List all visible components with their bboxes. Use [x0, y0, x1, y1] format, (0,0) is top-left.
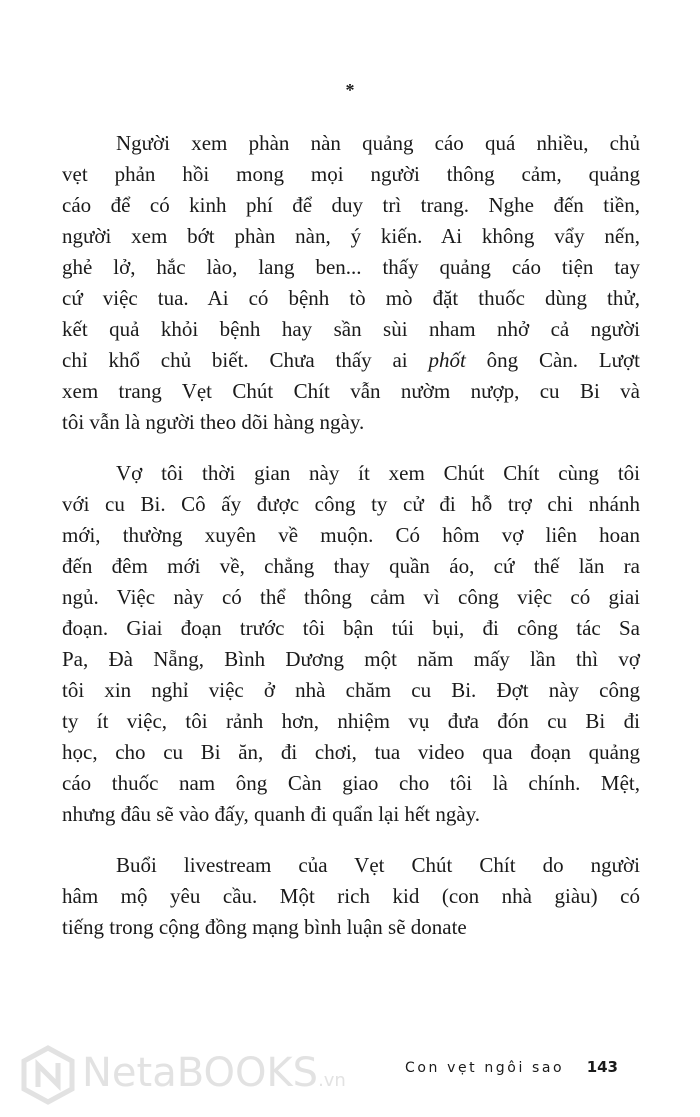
text-line: [62, 799, 640, 830]
text-line: [62, 489, 640, 520]
text-line-content: tôi vẫn là người theo dõi hàng ngày.: [62, 410, 365, 434]
text-line: [62, 644, 640, 675]
text-line-content: kết quả khỏi bệnh hay sần sùi nham nhở cả người: [62, 317, 640, 341]
text-line-content: cáo thuốc nam ông Càn giao cho tôi là chính. Mệt,: [62, 771, 640, 795]
text-line-content: đoạn. Giai đoạn trước tôi bận túi bụi, đi công tác Sa: [62, 616, 640, 640]
text-segment: ông Càn. Lượt: [465, 348, 640, 372]
text-line-content: ty ít việc, tôi rảnh hơn, nhiệm vụ đưa đón cu Bi đi: [62, 709, 640, 733]
text-line-content: mới, thường xuyên về muộn. Có hôm vợ liên hoan: [62, 523, 640, 547]
paragraph-1: [62, 128, 640, 438]
text-line-content: học, cho cu Bi ăn, đi chơi, tua video qua đoạn quảng: [62, 740, 640, 764]
paragraph-2: [62, 458, 640, 830]
text-line: [62, 407, 640, 438]
text-line: [62, 850, 640, 881]
text-line-content: ngủ. Việc này có thể thông cảm vì công việc có giai: [62, 585, 640, 609]
paragraph-3: [62, 850, 640, 943]
text-segment: chỉ khổ chủ biết. Chưa thấy ai: [62, 348, 429, 372]
text-line: [62, 458, 640, 489]
text-line-content: xem trang Vẹt Chút Chít vẫn nườm nượp, cu Bi và: [62, 379, 640, 403]
text-line-content: ghẻ lở, hắc lào, lang ben... thấy quảng cáo tiện tay: [62, 255, 640, 279]
text-line-content: nhưng đâu sẽ vào đấy, quanh đi quẩn lại hết ngày.: [62, 802, 481, 826]
text-line: [62, 706, 640, 737]
watermark-brand: NetaBOOKS: [82, 1050, 319, 1096]
text-line-content: hâm mộ yêu cầu. Một rich kid (con nhà giàu) có: [62, 884, 640, 908]
watermark-tld: .vn: [318, 1070, 346, 1091]
watermark: [20, 1045, 350, 1105]
text-line: [62, 159, 640, 190]
text-line-content: tiếng trong cộng đồng mạng bình luận sẽ donate: [62, 915, 467, 939]
text-line: [62, 675, 640, 706]
text-line-content: cáo để có kinh phí để duy trì trang. Nghe đến tiền,: [62, 193, 640, 217]
text-line: [62, 520, 640, 551]
text-line: [62, 283, 640, 314]
text-line: [62, 128, 640, 159]
text-line-content: người xem bớt phàn nàn, ý kiến. Ai không vẩy nến,: [62, 224, 640, 248]
text-line-content: tôi xin nghỉ việc ở nhà chăm cu Bi. Đợt này công: [62, 678, 640, 702]
section-ornament: *: [345, 80, 355, 100]
text-line: [62, 314, 640, 345]
text-line: [62, 551, 640, 582]
text-line: [62, 881, 640, 912]
italic-word: phốt: [428, 348, 466, 372]
page-footer: [405, 1058, 618, 1077]
text-line: [62, 912, 640, 943]
text-line: [62, 252, 640, 283]
body-text: [62, 128, 640, 963]
running-title: Con vẹt ngôi sao: [405, 1060, 565, 1076]
text-line-content: Người xem phàn nàn quảng cáo quá nhiều, chủ: [116, 131, 640, 155]
text-line-content: với cu Bi. Cô ấy được công ty cử đi hỗ trợ chi nhánh: [62, 492, 640, 516]
text-line: [62, 221, 640, 252]
text-line-content: vẹt phản hồi mong mọi người thông cảm, quảng: [62, 162, 640, 186]
text-line: [62, 376, 640, 407]
text-line-content: Vợ tôi thời gian này ít xem Chút Chít cùng tôi: [116, 461, 640, 485]
page-number: 143: [586, 1058, 618, 1076]
text-line: [62, 768, 640, 799]
text-line-content: [62, 345, 640, 376]
text-line-content: cứ việc tua. Ai có bệnh tò mò đặt thuốc dùng thử,: [62, 286, 640, 310]
text-line: [62, 345, 640, 376]
text-line: [62, 737, 640, 768]
text-line-content: Pa, Đà Nẵng, Bình Dương một năm mấy lần thì vợ: [62, 647, 640, 671]
netabooks-logo-icon: [20, 1045, 76, 1105]
text-line: [62, 190, 640, 221]
text-line: [62, 613, 640, 644]
text-line-content: Buổi livestream của Vẹt Chút Chít do người: [116, 853, 640, 877]
text-line-content: đến đêm mới về, chẳng thay quần áo, cứ thế lăn ra: [62, 554, 640, 578]
text-line: [62, 582, 640, 613]
